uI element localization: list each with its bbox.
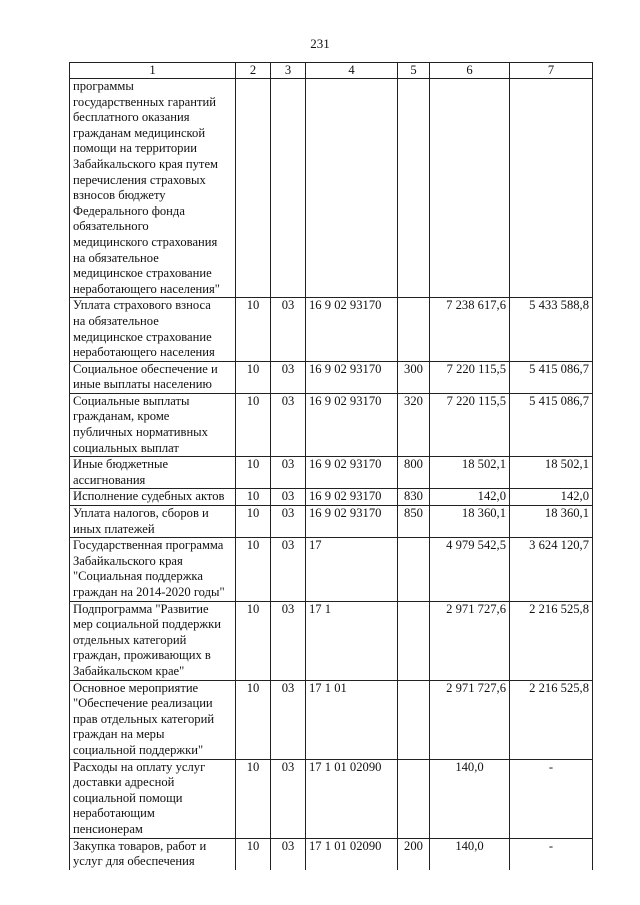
row-target-code: 17 1 01: [306, 680, 398, 759]
row-section: [236, 79, 271, 298]
row-section: 10: [236, 759, 271, 838]
row-section: 10: [236, 506, 271, 538]
table-row: [70, 298, 593, 361]
row-amount-1: [430, 79, 510, 298]
table-row: [70, 457, 593, 489]
row-name: Государственная программа Забайкальского края "Социальная поддержка граждан на 2014-2020 годы": [70, 538, 236, 601]
row-amount-2: 18 360,1: [510, 506, 593, 538]
row-section: 10: [236, 601, 271, 680]
header-row: [70, 63, 593, 79]
table-row: [70, 361, 593, 393]
row-expense-type: 300: [398, 361, 430, 393]
row-expense-type: [398, 601, 430, 680]
row-expense-type: 320: [398, 393, 430, 456]
header-cell: 7: [510, 63, 593, 79]
row-target-code: 16 9 02 93170: [306, 506, 398, 538]
row-amount-1: 7 220 115,5: [430, 361, 510, 393]
row-subsection: 03: [271, 361, 306, 393]
row-section: 10: [236, 538, 271, 601]
row-amount-2: 2 216 525,8: [510, 680, 593, 759]
row-expense-type: 800: [398, 457, 430, 489]
row-section: 10: [236, 361, 271, 393]
row-expense-type: [398, 79, 430, 298]
row-name: программы государственных гарантий бесплатного оказания гражданам медицинской помощи на территории Забайкальского края путем перечисления страховых взносов бюджету Федерального фонда обязательного медицинского страхования на обязательное медицинское страхование неработающего населения": [70, 79, 236, 298]
row-amount-2: 18 502,1: [510, 457, 593, 489]
row-target-code: 16 9 02 93170: [306, 298, 398, 361]
row-amount-2: 5 415 086,7: [510, 361, 593, 393]
row-amount-2: [510, 79, 593, 298]
row-amount-1: 142,0: [430, 489, 510, 506]
row-name: Закупка товаров, работ и услуг для обеспечения: [70, 838, 236, 870]
row-name: Исполнение судебных актов: [70, 489, 236, 506]
row-target-code: 17 1 01 02090: [306, 838, 398, 870]
row-target-code: 17 1: [306, 601, 398, 680]
table-row: [70, 393, 593, 456]
row-amount-1: 2 971 727,6: [430, 680, 510, 759]
row-section: 10: [236, 393, 271, 456]
row-section: 10: [236, 298, 271, 361]
row-target-code: [306, 79, 398, 298]
row-amount-2: 2 216 525,8: [510, 601, 593, 680]
row-target-code: 17 1 01 02090: [306, 759, 398, 838]
row-expense-type: 830: [398, 489, 430, 506]
row-subsection: 03: [271, 393, 306, 456]
table-row: [70, 79, 593, 298]
row-subsection: 03: [271, 838, 306, 870]
row-section: 10: [236, 838, 271, 870]
row-amount-2: 5 433 588,8: [510, 298, 593, 361]
row-amount-1: 7 238 617,6: [430, 298, 510, 361]
row-section: 10: [236, 489, 271, 506]
header-cell: 3: [271, 63, 306, 79]
row-section: 10: [236, 680, 271, 759]
row-amount-2: 142,0: [510, 489, 593, 506]
row-amount-1: 140,0: [430, 759, 510, 838]
row-expense-type: [398, 680, 430, 759]
table-row: [70, 538, 593, 601]
budget-table: [69, 62, 593, 870]
row-amount-2: 5 415 086,7: [510, 393, 593, 456]
row-amount-2: 3 624 120,7: [510, 538, 593, 601]
row-target-code: 16 9 02 93170: [306, 489, 398, 506]
table-row: [70, 838, 593, 870]
header-cell: 2: [236, 63, 271, 79]
row-name: Подпрограмма "Развитие мер социальной поддержки отдельных категорий граждан, проживающих в Забайкальском крае": [70, 601, 236, 680]
row-subsection: 03: [271, 457, 306, 489]
row-subsection: 03: [271, 489, 306, 506]
row-name: Социальное обеспечение и иные выплаты населению: [70, 361, 236, 393]
row-expense-type: [398, 538, 430, 601]
row-amount-1: 18 502,1: [430, 457, 510, 489]
row-amount-1: 18 360,1: [430, 506, 510, 538]
row-amount-1: 4 979 542,5: [430, 538, 510, 601]
row-amount-2: -: [510, 759, 593, 838]
row-subsection: 03: [271, 538, 306, 601]
row-amount-1: 140,0: [430, 838, 510, 870]
table-row: [70, 680, 593, 759]
row-target-code: 17: [306, 538, 398, 601]
row-name: Иные бюджетные ассигнования: [70, 457, 236, 489]
table-row: [70, 506, 593, 538]
table-row: [70, 759, 593, 838]
row-name: Расходы на оплату услуг доставки адресной социальной помощи неработающим пенсионерам: [70, 759, 236, 838]
row-section: 10: [236, 457, 271, 489]
table-row: [70, 601, 593, 680]
row-name: Основное мероприятие "Обеспечение реализации прав отдельных категорий граждан на меры социальной поддержки": [70, 680, 236, 759]
row-subsection: 03: [271, 506, 306, 538]
row-subsection: 03: [271, 759, 306, 838]
row-name: Уплата страхового взноса на обязательное медицинское страхование неработающего населения: [70, 298, 236, 361]
row-target-code: 16 9 02 93170: [306, 361, 398, 393]
row-expense-type: 200: [398, 838, 430, 870]
header-cell: 5: [398, 63, 430, 79]
row-name: Социальные выплаты гражданам, кроме публичных нормативных социальных выплат: [70, 393, 236, 456]
page-number: 231: [310, 36, 330, 51]
row-expense-type: 850: [398, 506, 430, 538]
row-target-code: 16 9 02 93170: [306, 393, 398, 456]
table-row: [70, 489, 593, 506]
row-name: Уплата налогов, сборов и иных платежей: [70, 506, 236, 538]
row-subsection: [271, 79, 306, 298]
row-amount-1: 2 971 727,6: [430, 601, 510, 680]
header-cell: 6: [430, 63, 510, 79]
header-cell: 4: [306, 63, 398, 79]
row-target-code: 16 9 02 93170: [306, 457, 398, 489]
row-amount-1: 7 220 115,5: [430, 393, 510, 456]
row-subsection: 03: [271, 680, 306, 759]
row-expense-type: [398, 298, 430, 361]
header-cell: 1: [70, 63, 236, 79]
row-subsection: 03: [271, 298, 306, 361]
row-expense-type: [398, 759, 430, 838]
row-subsection: 03: [271, 601, 306, 680]
row-amount-2: -: [510, 838, 593, 870]
